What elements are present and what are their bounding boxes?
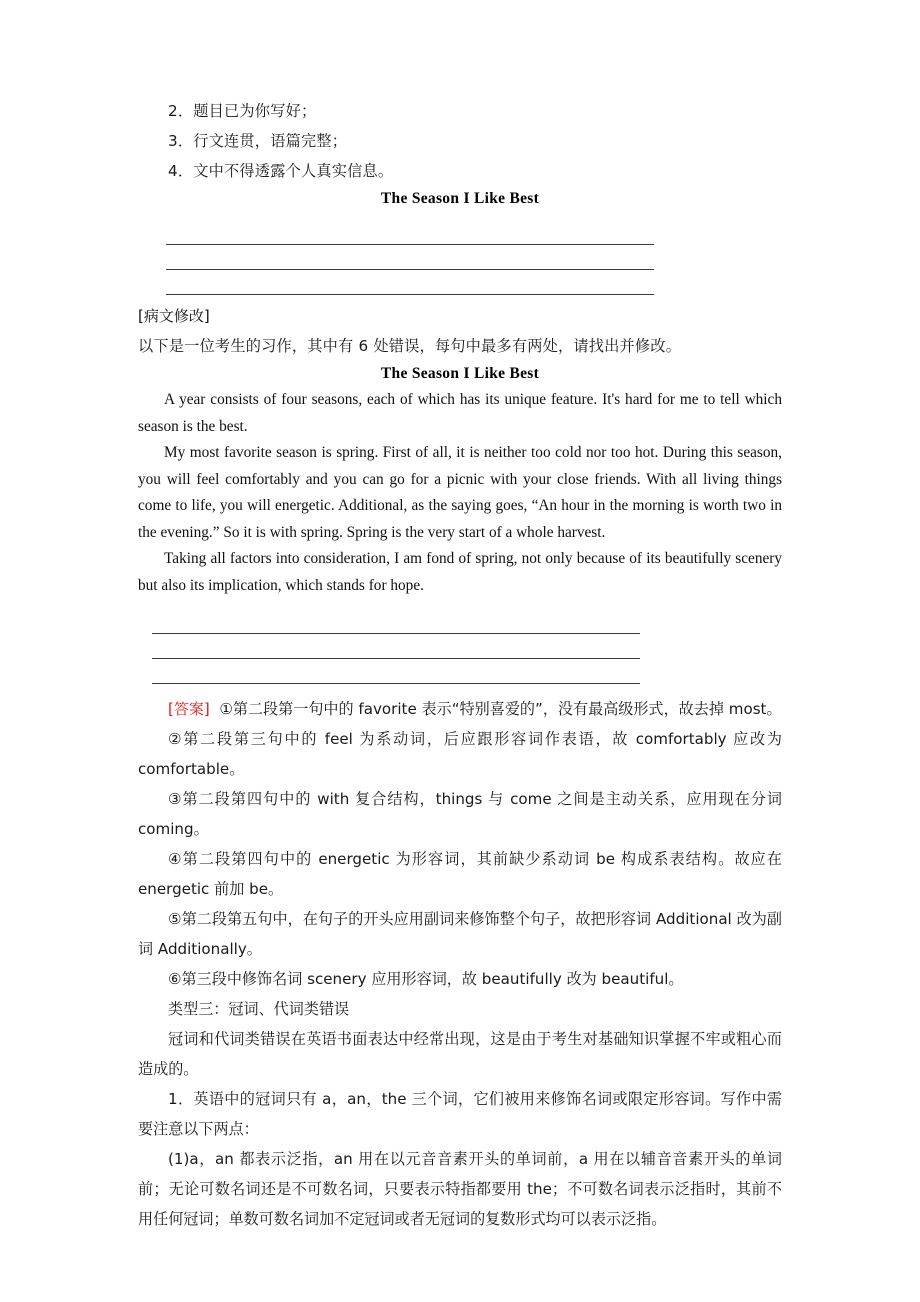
writing-line[interactable] <box>166 270 654 295</box>
correction-writing-lines[interactable] <box>152 609 640 684</box>
requirement-item: 4．文中不得透露个人真实信息。 <box>168 162 394 180</box>
answer-explanation: ①第二段第一句中的 favorite 表示“特别喜爱的”，没有最高级形式，故去掉 most。 <box>219 700 782 718</box>
requirement-item: 3．行文连贯，语篇完整； <box>168 132 348 150</box>
section-label-revision: [病文修改] <box>138 307 210 325</box>
section-intro: 以下是一位考生的习作，其中有 6 处错误，每句中最多有两处，请找出并修改。 <box>138 337 682 355</box>
type-three-point-1: 1．英语中的冠词只有 a，an，the 三个词，它们被用来修饰名词或限定形容词。写作中需要注意以下两点： <box>138 1090 782 1138</box>
writing-line[interactable] <box>152 659 640 684</box>
essay-paragraph: Taking all factors into consideration, I am fond of spring, not only because of its beautifully scenery but also its implication, which stands for hope. <box>138 550 782 594</box>
writing-line[interactable] <box>166 245 654 270</box>
answer-explanation: ③第二段第四句中的 with 复合结构，things 与 come 之间是主动关系，应用现在分词 coming。 <box>138 790 782 838</box>
answer-writing-lines[interactable] <box>166 220 654 295</box>
type-three-intro: 冠词和代词类错误在英语书面表达中经常出现，这是由于考生对基础知识掌握不牢或粗心而造成的。 <box>138 1030 782 1078</box>
requirement-item: 2．题目已为你写好； <box>168 102 317 120</box>
answer-tag: [答案] <box>168 700 210 718</box>
essay-paragraph: My most favorite season is spring. First of all, it is neither too cold nor too hot. During this season, you will feel comfortably and you can go for a picnic with your close friends. With all living things come to life, you will energetic. Additional, as the saying goes, “An hour in the morning is worth two in the evening.” So it is with spring. Spring is the very start of a whole harvest. <box>138 444 782 541</box>
requirements-list <box>138 96 782 186</box>
page-content <box>138 96 782 1234</box>
answer-block <box>138 694 782 994</box>
essay-title-top: The Season I Like Best <box>380 190 540 207</box>
answer-explanation: ⑥第三段中修饰名词 scenery 应用形容词，故 beautifully 改为 beautiful。 <box>168 970 684 988</box>
answer-explanation: ⑤第二段第五句中，在句子的开头应用副词来修饰整个句子，故把形容词 Additional 改为副词 Additionally。 <box>138 910 782 958</box>
answer-explanation: ④第二段第四句中的 energetic 为形容词，其前缺少系动词 be 构成系表结构。故应在 energetic 前加 be。 <box>138 850 782 898</box>
type-three-sub-a: (1)a，an 都表示泛指，an 用在以元音音素开头的单词前，a 用在以辅音音素开头的单词前；无论可数名词还是不可数名词，只要表示特指都要用 the；不可数名词表示泛指时，其前不用任何冠词；单数可数名词加不定冠词或者无冠词的复数形式均可以表示泛指。 <box>138 1150 782 1228</box>
answer-explanation: ②第二段第三句中的 feel 为系动词，后应跟形容词作表语，故 comfortably 应改为 comfortable。 <box>138 730 782 778</box>
essay-paragraph: A year consists of four seasons, each of which has its unique feature. It's hard for me to tell which season is the best. <box>138 391 782 435</box>
essay-title-sample: The Season I Like Best <box>380 365 540 382</box>
answer-line-1 <box>138 694 782 724</box>
writing-line[interactable] <box>166 220 654 245</box>
writing-line[interactable] <box>152 609 640 634</box>
type-three-heading: 类型三：冠词、代词类错误 <box>168 1000 350 1018</box>
writing-line[interactable] <box>152 634 640 659</box>
